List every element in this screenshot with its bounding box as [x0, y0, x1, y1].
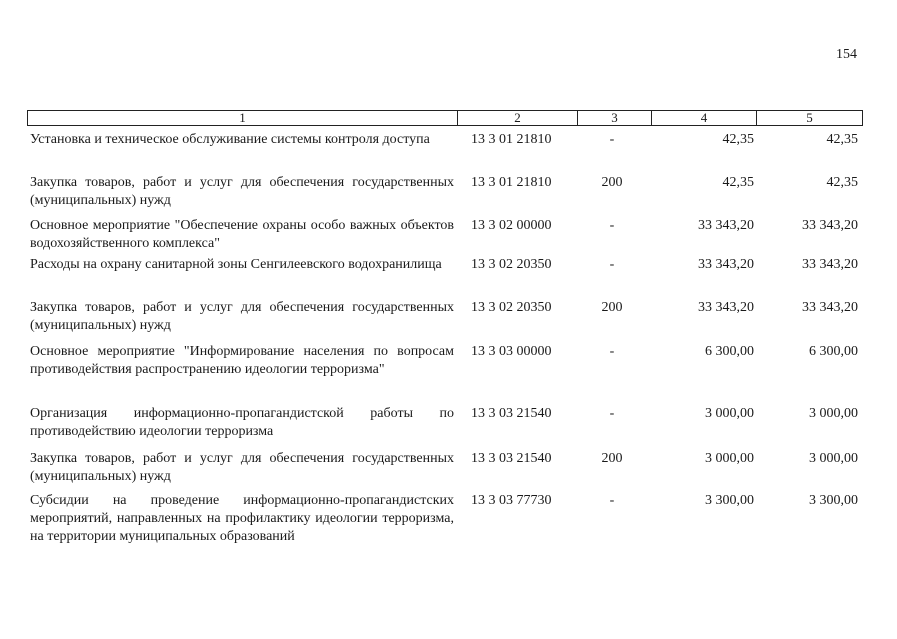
row-type: - — [609, 257, 615, 272]
row-value-4: 42,35 — [722, 132, 754, 147]
row-code: 13 3 03 00000 — [471, 344, 552, 359]
row-type: - — [609, 406, 615, 421]
row-code: 13 3 01 21810 — [471, 175, 552, 190]
row-value-5: 42,35 — [826, 175, 858, 190]
row-code: 13 3 03 21540 — [471, 406, 552, 421]
row-code: 13 3 02 20350 — [471, 257, 552, 272]
row-name: Закупка товаров, работ и услуг для обеспечения государственных (муниципальных) нужд — [30, 451, 454, 484]
row-type: 200 — [601, 300, 623, 315]
row-name: Расходы на охрану санитарной зоны Сенгилеевского водохранилища — [30, 257, 442, 272]
row-name: Основное мероприятие "Информирование населения по вопросам противодействия распространению идеологии терроризма" — [30, 344, 454, 377]
row-code: 13 3 02 00000 — [471, 218, 552, 233]
page-number: 154 — [836, 47, 857, 62]
row-name: Закупка товаров, работ и услуг для обеспечения государственных (муниципальных) нужд — [30, 300, 454, 333]
row-value-4: 33 343,20 — [698, 257, 754, 272]
row-name: Субсидии на проведение информационно-пропагандистских мероприятий, направленных на профилактику идеологии терроризма, на территории муниципальных образований — [30, 493, 454, 544]
row-value-5: 33 343,20 — [802, 218, 858, 233]
row-code: 13 3 02 20350 — [471, 300, 552, 315]
row-value-5: 42,35 — [826, 132, 858, 147]
header-col-3: 3 — [577, 110, 652, 126]
header-col-4: 4 — [651, 110, 757, 126]
row-name: Основное мероприятие "Обеспечение охраны особо важных объектов водохозяйственного комплекса" — [30, 218, 454, 251]
row-value-5: 33 343,20 — [802, 300, 858, 315]
row-type: - — [609, 493, 615, 508]
row-value-5: 3 000,00 — [809, 451, 858, 466]
row-value-4: 33 343,20 — [698, 300, 754, 315]
row-code: 13 3 01 21810 — [471, 132, 552, 147]
row-code: 13 3 03 21540 — [471, 451, 552, 466]
header-col-5: 5 — [756, 110, 863, 126]
row-type: - — [609, 218, 615, 233]
row-name: Установка и техническое обслуживание системы контроля доступа — [30, 132, 430, 147]
row-value-4: 6 300,00 — [705, 344, 754, 359]
row-value-5: 3 300,00 — [809, 493, 858, 508]
row-type: 200 — [601, 175, 623, 190]
row-value-4: 33 343,20 — [698, 218, 754, 233]
row-name: Закупка товаров, работ и услуг для обеспечения государственных (муниципальных) нужд — [30, 175, 454, 208]
row-value-4: 3 000,00 — [705, 451, 754, 466]
row-code: 13 3 03 77730 — [471, 493, 552, 508]
row-value-5: 6 300,00 — [809, 344, 858, 359]
row-value-4: 42,35 — [722, 175, 754, 190]
row-type: - — [609, 344, 615, 359]
row-value-5: 3 000,00 — [809, 406, 858, 421]
header-col-1: 1 — [27, 110, 458, 126]
header-col-2: 2 — [457, 110, 578, 126]
row-value-4: 3 000,00 — [705, 406, 754, 421]
row-type: 200 — [601, 451, 623, 466]
row-value-5: 33 343,20 — [802, 257, 858, 272]
row-type: - — [609, 132, 615, 147]
row-name: Организация информационно-пропагандистской работы по противодействию идеологии терроризма — [30, 406, 454, 439]
row-value-4: 3 300,00 — [705, 493, 754, 508]
